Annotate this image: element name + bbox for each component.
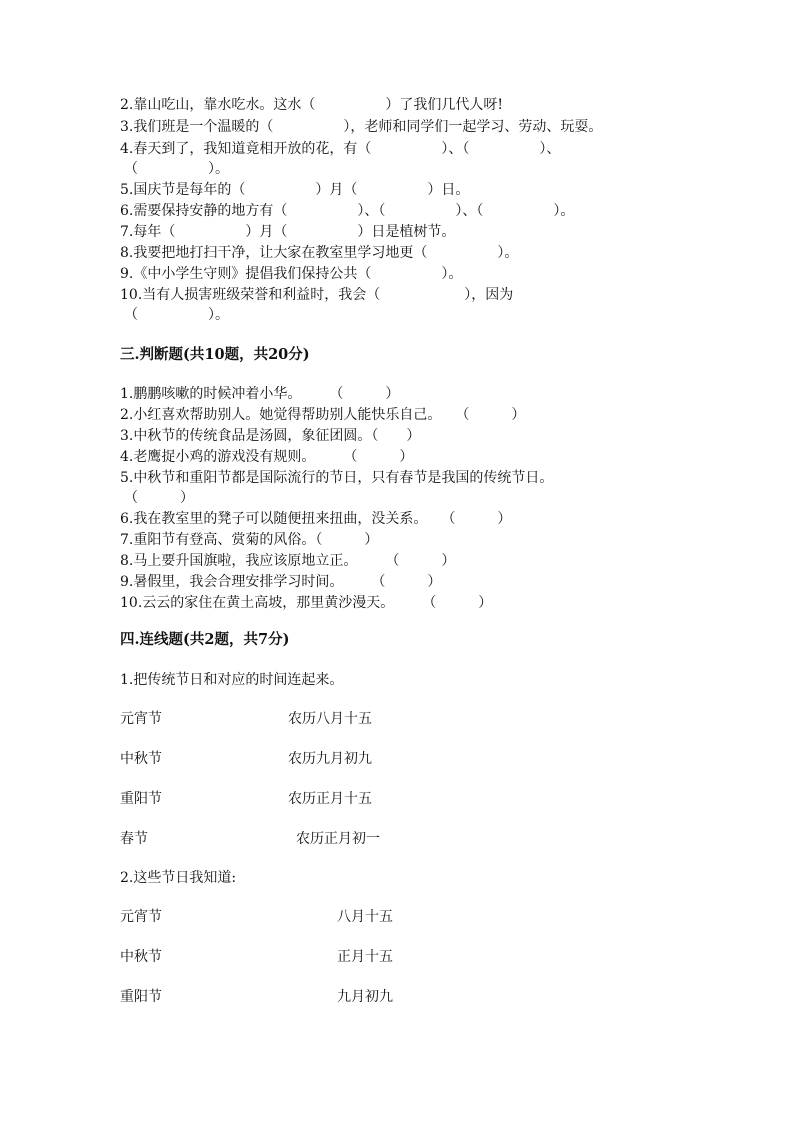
judge-item-5: 5.中秋节和重阳节都是国际流行的节日，只有春节是我国的传统节日。 [120,470,554,486]
section-match-title: 四.连线题(共2题，共7分) [120,631,290,648]
judge-item-3: 3.中秋节的传统食品是汤圆，象征团圆。（ ） [120,428,421,444]
match-q1-left-item[interactable]: 中秋节 [120,751,162,767]
fill-blank-item-3: 3.我们班是一个温暖的（ ），老师和同学们一起学习、劳动、玩耍。 [120,119,603,135]
match-q1-right-item[interactable]: 农历八月十五 [288,711,372,727]
judge-item-9: 9.暑假里，我会合理安排学习时间。 （ ） [120,574,442,590]
judge-item-2: 2.小红喜欢帮助别人。她觉得帮助别人能快乐自己。 （ ） [120,407,526,423]
fill-blank-item-5: 5.国庆节是每年的（ ）月（ ）日。 [120,182,470,198]
match-q2-prompt: 2.这些节日我知道: [120,870,237,886]
match-q1-left-item[interactable]: 春节 [120,831,148,847]
match-q1-prompt: 1.把传统节日和对应的时间连起来。 [120,672,344,688]
match-q1-left-item[interactable]: 元宵节 [120,711,162,727]
judge-item-6: 6.我在教室里的凳子可以随便扭来扭曲，没关系。 （ ） [120,511,512,527]
judge-item-5-cont: （ ） [124,490,194,506]
judge-item-7: 7.重阳节有登高、赏菊的风俗。（ ） [120,532,379,548]
match-q2-right-item[interactable]: 正月十五 [337,949,393,965]
judge-item-8: 8.马上要升国旗啦，我应该原地立正。 （ ） [120,553,456,569]
judge-item-10: 10.云云的家住在黄土高坡，那里黄沙漫天。 （ ） [120,595,493,611]
fill-blank-item-7: 7.每年（ ）月（ ）日是植树节。 [120,224,456,240]
fill-blank-item-10-cont: （ ）。 [124,307,229,323]
fill-blank-item-4: 4.春天到了，我知道竟相开放的花，有（ ）、（ ）、 [120,141,561,157]
judge-item-4: 4.老鹰捉小鸡的游戏没有规则。 （ ） [120,449,414,465]
fill-blank-item-6: 6.需要保持安静的地方有（ ）、（ ）、（ ）。 [120,203,575,219]
fill-blank-item-4-cont: （ ）。 [124,161,229,177]
judge-item-1: 1.鹏鹏咳嗽的时候冲着小华。 （ ） [120,386,400,402]
match-q2-left-item[interactable]: 重阳节 [120,989,162,1005]
match-q2-right-item[interactable]: 九月初九 [337,989,393,1005]
match-q1-right-item[interactable]: 农历正月十五 [288,791,372,807]
fill-blank-item-9: 9.《中小学生守则》提倡我们保持公共（ ）。 [120,266,463,282]
match-q2-left-item[interactable]: 中秋节 [120,949,162,965]
match-q2-left-item[interactable]: 元宵节 [120,909,162,925]
match-q1-right-item[interactable]: 农历正月初一 [296,831,380,847]
match-q1-right-item[interactable]: 农历九月初九 [288,751,372,767]
section-judge-title: 三.判断题(共10题，共20分) [120,346,310,363]
fill-blank-item-2: 2.靠山吃山，靠水吃水。这水（ ）了我们几代人呀! [120,97,503,113]
match-q1-left-item[interactable]: 重阳节 [120,791,162,807]
match-q2-right-item[interactable]: 八月十五 [337,909,393,925]
fill-blank-item-10: 10.当有人损害班级荣誉和利益时，我会（ ），因为 [120,287,514,303]
fill-blank-item-8: 8.我要把地打扫干净，让大家在教室里学习地更（ ）。 [120,245,519,261]
